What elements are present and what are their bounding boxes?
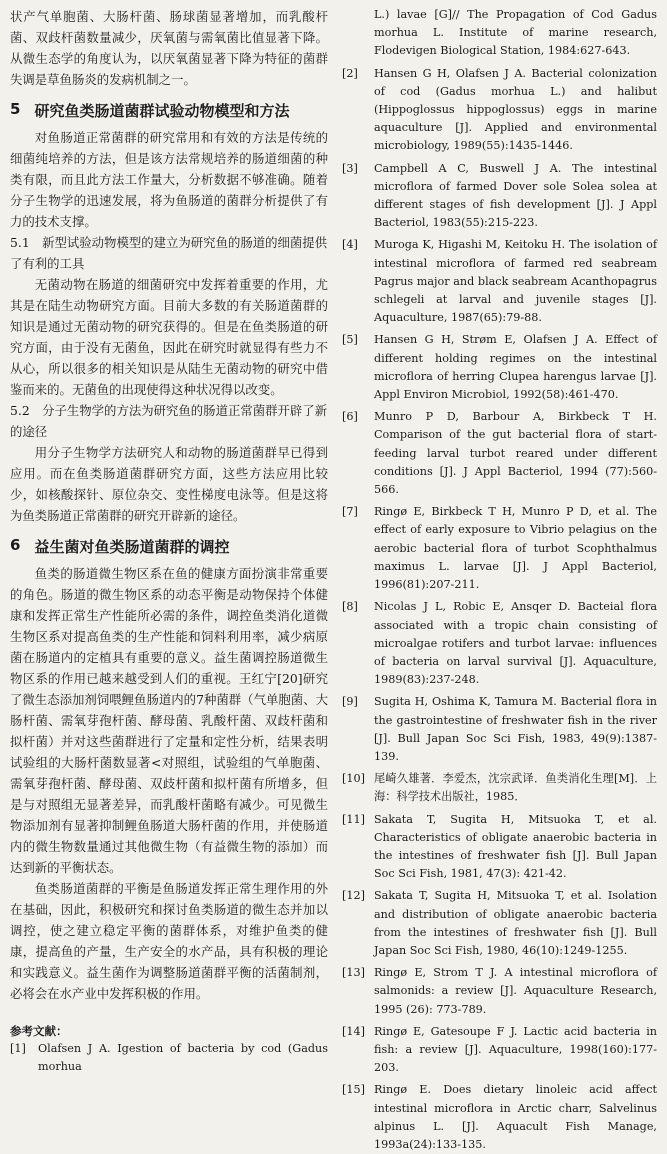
subsection-5-1-title: 5.1 新型试验动物模型的建立为研究鱼的肠道的细菌提供了有利的工具 [10, 235, 328, 271]
reference-number: [15] [342, 1083, 365, 1097]
reference-item [342, 160, 657, 233]
reference-text: Sakata T, Sugita H, Mitsuoka T, et al. Isolation and distribution of obligate anaerobic bacteria from the intestines of freshwater fish [J]. Bull Japan Soc Sci Fish, 1980, 46(10):1249-1255. [374, 889, 657, 957]
reference-item [342, 964, 657, 1019]
reference-text: Campbell A C, Buswell J A. The intestinal microflora of farmed Dover sole Solea solea at different stages of fish development [J]. J Appl Bacteriol, 1983(55):215-223. [374, 161, 657, 230]
reference-text: Ringø E, Strom T J. A intestinal microflora of salmonids: a review [J]. Aquaculture Research, 1995 (26): 773-789. [374, 966, 657, 1016]
reference-text: Muroga K, Higashi M, Keitoku H. The isolation of intestinal microflora of farmed red seabream Pagrus major and black seabream Acanthopagrus schlegeli at larval and juvenile stages [J]. Aquaculture, 1987(65):79-88. [374, 238, 657, 325]
reference-item [342, 811, 657, 884]
reference-item [342, 65, 657, 156]
intro-tail-paragraph: 状产气单胞菌、大肠杆菌、肠球菌显著增加，而乳酸杆菌、双歧杆菌数量减少，厌氧菌与需氧菌比值显著下降。从微生态学的角度认为，以厌氧菌显著下降为特征的菌群失调是草鱼肠炎的发病机制之一。 [10, 9, 328, 87]
reference-text: Nicolas J L, Robic E, Ansqer D. Bacteial flora associated with a tropic chain consisting of microalgae rotifers and turbot larvae: influences of bacteria on larval survival [J]. Aquaculture, 1989(83):237-248. [374, 600, 657, 687]
section-5-heading [10, 100, 328, 121]
reference-number: [8] [342, 600, 358, 614]
section-6-paragraph-1: 鱼类的肠道微生物区系在鱼的健康方面扮演非常重要的角色。肠道的微生物区系的动态平衡是动物保持个体健康和发挥正常生产性能所必需的条件，调控鱼类消化道微生物区系对提高鱼类的生产性能和饲料利用率，减少病原菌在肠道内的定植具有重要的意义。益生菌调控肠道微生物区系的作用已越来越受到人们的重视。王红宁[20]研究了微生态添加剂饲喂鲤鱼肠道内的7种菌群（气单胞菌、大肠杆菌、需氧芽孢杆菌、酵母菌、乳酸杆菌、双歧杆菌和拟杆菌）并对这些菌群进行了定量和定性分析，结果表明试验组的大肠杆菌数显著<对照组，试验组的气单胞菌、需氧芽孢杆菌、酵母菌、双歧杆菌和拟杆菌有所增多，但是与对照组无显著差异，而乳酸杆菌略有减少。可见微生物添加剂有显著抑制鲤鱼肠道大肠杆菌的作用，并使肠道内的微生物数量通过其他微生物（有益微生物的添加）而达到新的平衡状态。 [10, 566, 328, 875]
reference-number: [13] [342, 966, 365, 980]
reference-text: Sugita H, Oshima K, Tamura M. Bacterial flora in the gastrointestine of freshwater fish in the river [J]. Bull Japan Soc Sci Fish, 1983, 49(9):1387-139. [374, 695, 657, 763]
reference-text: Munro P D, Barbour A, Birkbeck T H. Comparison of the gut bacterial flora of start-feeding larval turbot reared under different conditions [J]. J Appl Bacteriol, 1994 (77):560-566. [374, 410, 657, 497]
reference-number: [6] [342, 410, 358, 424]
reference-item [342, 598, 657, 689]
reference-item [342, 331, 657, 404]
section-5-title: 研究鱼类肠道菌群试验动物模型和方法 [34, 102, 290, 120]
left-column [10, 6, 328, 1074]
reference-text: Hansen G H, Strøm E, Olafsen J A. Effect of different holding regimes on the intestinal microflora of herring Clupea harengus larvae [J]. Appl Environ Microbiol, 1992(58):461-470. [374, 333, 657, 402]
reference-number: [10] [342, 772, 365, 786]
reference-item [342, 236, 657, 327]
reference-number: [11] [342, 812, 365, 826]
section-6-number: 6 [10, 536, 21, 554]
reference-number: [2] [342, 66, 358, 80]
reference-1-continuation: L.) lavae [G]// The Propagation of Cod Gadus morhua L. Institute of marine research, Flodevigen Biological Station, 1984:627-643. [374, 8, 657, 58]
section-6-title: 益生菌对鱼类肠道菌群的调控 [34, 538, 230, 556]
reference-number: [5] [342, 333, 358, 347]
reference-item [342, 770, 657, 806]
reference-text: Ringø E, Gatesoupe F J. Lactic acid bacteria in fish: a review [J]. Aquaculture, 1998(160):177-203. [374, 1024, 657, 1075]
subsection-5-2-body: 用分子生物学方法研究人和动物的肠道菌群早已得到应用。而在鱼类肠道菌群研究方面，这些方法应用比较少，如核酸探针、原位杂交、变性梯度电泳等。但是这将为鱼类肠道正常菌群的研究开辟新的途径。 [10, 445, 328, 523]
reference-number: [9] [342, 695, 358, 709]
reference-item [342, 1023, 657, 1078]
reference-number: [4] [342, 238, 358, 252]
reference-text: Ringø E, Birkbeck T H, Munro P D, et al. The effect of early exposure to Vibrio pelagius on the aerobic bacterial flora of turbot Scophthalmus maximus L. larvae [J]. J Appl Bacteriol, 1996(81):207-211. [374, 505, 657, 592]
reference-text: Ringø E. Does dietary linoleic acid affect intestinal microflora in Arctic charr, Salvelinus alpinus L. [J]. Aquacult Fish Manage, 1993a(24):133-135. [374, 1083, 657, 1151]
subsection-5-2-title: 5.2 分子生物学的方法为研究鱼的肠道正常菌群开辟了新的途径 [10, 403, 328, 439]
reference-number: [14] [342, 1024, 365, 1038]
reference-number: [3] [342, 161, 358, 175]
subsection-5-1-body: 无菌动物在肠道的细菌研究中发挥着重要的作用，尤其是在陆生动物研究方面。目前大多数的有关肠道菌群的知识是通过无菌动物的研究获得的。但是在鱼类肠道的研究方面，由于没有无菌鱼，因此在研究时就显得有些力不从心，所以很多的相关知识是从陆生无菌动物的研究中借鉴而来的。无菌鱼的出现使得这种状况得以改变。 [10, 277, 328, 397]
section-6-heading [10, 536, 328, 557]
reference-item [342, 408, 657, 499]
reference-list [342, 65, 657, 1154]
reference-number: [1] [10, 1042, 26, 1055]
reference-text: 尾崎久雄著．李爱杰，沈宗武译．鱼类消化生理[M]．上海：科学技术出版社，1985． [374, 772, 657, 804]
reference-item [342, 503, 657, 594]
reference-text: Olafsen J A. Igestion of bacteria by cod (Gadus morhua [38, 1042, 328, 1074]
section-5-paragraph: 对鱼肠道正常菌群的研究常用和有效的方法是传统的细菌纯培养的方法，但是该方法常规培养的肠道细菌的种类有限，而且此方法工作量大，分析数据不够准确。随着分子生物学的迅速发展，将为鱼肠道的菌群分析提供了有力的技术支撑。 [10, 130, 328, 229]
reference-number: [12] [342, 889, 365, 903]
reference-text: Hansen G H, Olafsen J A. Bacterial colonization of cod (Gadus morhua L.) and halibut (Hippoglossus hippoglossus) eggs in marine aquaculture [J]. Applied and environmental microbiology, 1989(55):1435-1446. [374, 66, 657, 153]
section-6-paragraph-2: 鱼类肠道菌群的平衡是鱼肠道发挥正常生理作用的外在基础，因此，积极研究和探讨鱼类肠道的微生态并加以调控，使之建立稳定平衡的菌群体系，对维护鱼类的健康，提高鱼的产量，生产安全的水产品，具有积极的理论和实践意义。益生菌作为调整肠道菌群平衡的活菌制剂，必将会在水产业中发挥积极的作用。 [10, 881, 328, 1001]
right-column [342, 6, 657, 1151]
reference-text: Sakata T, Sugita H, Mitsuoka T, et al. Characteristics of obligate anaerobic bacteria in the intestines of freshwater fish [J]. Bull Japan Soc Sci Fish, 1981, 47(3): 421-42. [374, 812, 657, 881]
section-5-number: 5 [10, 100, 21, 118]
reference-item [342, 693, 657, 766]
reference-item [342, 1081, 657, 1154]
reference-item [342, 887, 657, 960]
reference-item [10, 1040, 328, 1076]
reference-number: [7] [342, 505, 358, 519]
references-heading: 参考文献： [10, 1024, 68, 1038]
